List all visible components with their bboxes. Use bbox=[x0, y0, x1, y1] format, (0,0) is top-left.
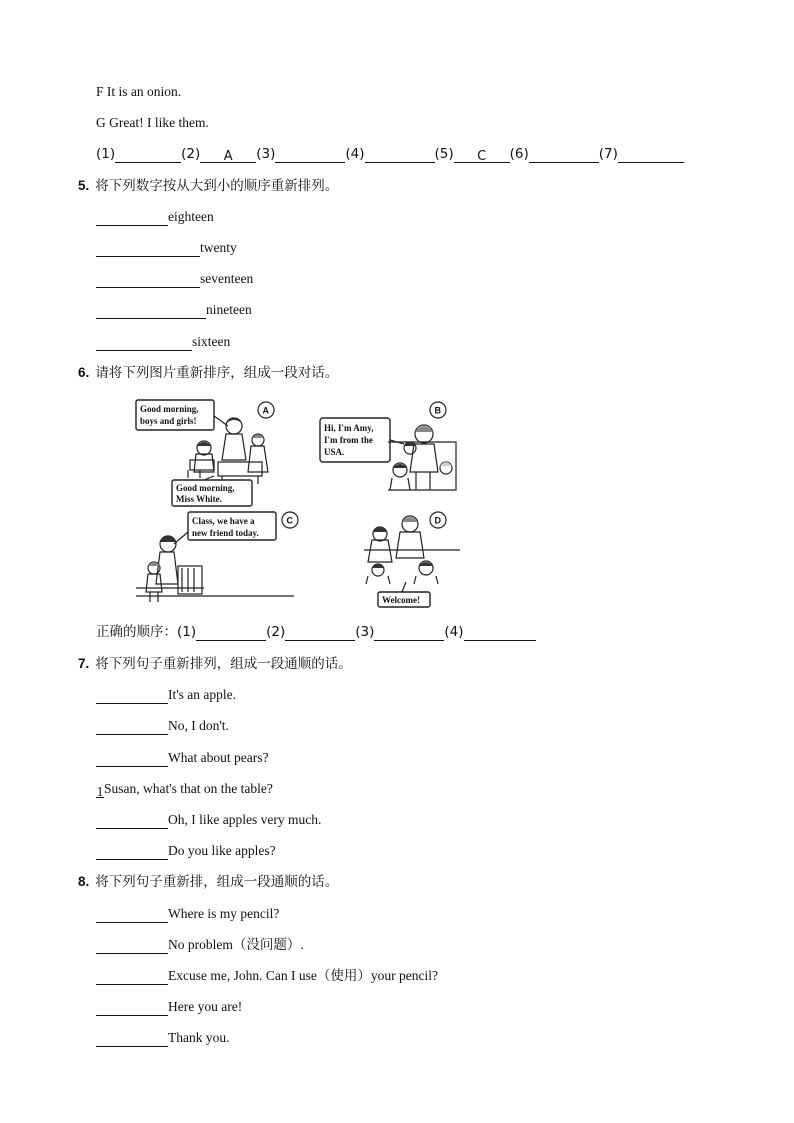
picture-b bbox=[318, 400, 458, 492]
q4-label-3: (3) bbox=[256, 146, 276, 162]
bubble-c-line2: new friend today. bbox=[192, 528, 259, 538]
q4-blank-3[interactable] bbox=[275, 148, 345, 163]
q8-blank[interactable] bbox=[96, 939, 168, 954]
q5-item bbox=[96, 208, 214, 226]
bubble-b-line2: I'm from the bbox=[324, 435, 373, 445]
q8-item bbox=[96, 967, 438, 985]
q8-blank[interactable] bbox=[96, 1032, 168, 1047]
q7-prefilled: 1 bbox=[96, 784, 104, 799]
q5-prompt: 将下列数字按从大到小的顺序重新排列。 bbox=[95, 178, 339, 194]
q7-item bbox=[96, 686, 236, 704]
q6-number: 6. bbox=[78, 365, 90, 380]
q5-blank[interactable] bbox=[96, 304, 206, 319]
letter-c: C bbox=[286, 515, 293, 526]
q4-blank-4[interactable] bbox=[365, 148, 435, 163]
q7-number: 7. bbox=[78, 656, 90, 671]
q4-label-6: (6) bbox=[509, 146, 529, 162]
q7-item-text: Susan, what's that on the table? bbox=[104, 781, 273, 796]
q7-heading bbox=[78, 655, 352, 673]
q5-item-text: twenty bbox=[200, 240, 237, 255]
q6-slot-3: (3) bbox=[355, 624, 375, 640]
q4-blank-1[interactable] bbox=[115, 148, 181, 163]
q5-heading bbox=[78, 177, 338, 195]
q7-item bbox=[96, 811, 321, 829]
bubble-a2-line1: Good morning, bbox=[176, 483, 235, 493]
q8-item bbox=[96, 936, 304, 954]
q4-label-5: (5) bbox=[434, 146, 454, 162]
q6-blank-2[interactable] bbox=[285, 626, 355, 641]
q8-item-text: No problem（没问题）. bbox=[168, 937, 304, 952]
q7-prompt: 将下列句子重新排列，组成一段通顺的话。 bbox=[95, 656, 352, 672]
q4-blank-2[interactable]: A bbox=[200, 148, 256, 163]
q7-blank[interactable] bbox=[96, 845, 168, 860]
bubble-a2-line2: Miss White. bbox=[176, 494, 222, 504]
q8-number: 8. bbox=[78, 874, 90, 889]
q4-label-2: (2) bbox=[181, 146, 201, 162]
q6-heading bbox=[78, 364, 338, 382]
q7-item-text: Oh, I like apples very much. bbox=[168, 812, 322, 827]
q8-blank[interactable] bbox=[96, 970, 168, 985]
q6-blank-4[interactable] bbox=[464, 626, 536, 641]
q6-blank-1[interactable] bbox=[196, 626, 266, 641]
option-g: G Great! I like them. bbox=[96, 115, 209, 130]
q8-item-text: Where is my pencil? bbox=[168, 906, 280, 921]
q7-blank[interactable] bbox=[96, 814, 168, 829]
q6-prompt: 请将下列图片重新排序，组成一段对话。 bbox=[95, 365, 339, 381]
q7-item-text: Do you like apples? bbox=[168, 843, 276, 858]
q7-item bbox=[96, 717, 229, 735]
q5-blank[interactable] bbox=[96, 273, 200, 288]
q5-item bbox=[96, 333, 230, 351]
q4-blank-5[interactable]: C bbox=[454, 148, 510, 163]
q8-item-text: Thank you. bbox=[168, 1030, 230, 1045]
q5-item bbox=[96, 239, 237, 257]
q5-item-text: nineteen bbox=[206, 302, 252, 317]
q7-item bbox=[96, 780, 273, 798]
q8-item-text: Excuse me, John. Can I use（使用）your pencil? bbox=[168, 968, 438, 983]
q5-number: 5. bbox=[78, 178, 90, 193]
bubble-c-line1: Class, we have a bbox=[192, 516, 255, 526]
q6-slot-2: (2) bbox=[266, 624, 286, 640]
q7-blank[interactable] bbox=[96, 752, 168, 767]
q7-item-text: What about pears? bbox=[168, 750, 269, 765]
q4-blank-7[interactable] bbox=[618, 148, 684, 163]
bubble-b-line3: USA. bbox=[324, 447, 345, 457]
q8-heading bbox=[78, 873, 338, 891]
q6-answer-label: 正确的顺序： bbox=[96, 624, 177, 640]
q8-item bbox=[96, 905, 279, 923]
q6-blank-3[interactable] bbox=[374, 626, 444, 641]
option-f: F It is an onion. bbox=[96, 84, 182, 99]
q5-item-text: sixteen bbox=[192, 334, 231, 349]
q4-label-4: (4) bbox=[345, 146, 365, 162]
q8-prompt: 将下列句子重新排，组成一段通顺的话。 bbox=[95, 874, 339, 890]
q5-item-text: eighteen bbox=[168, 209, 214, 224]
q8-blank[interactable] bbox=[96, 908, 168, 923]
q5-item bbox=[96, 301, 252, 319]
bubble-a1-line1: Good morning, bbox=[140, 404, 199, 414]
bubble-a1-line2: boys and girls! bbox=[140, 416, 197, 426]
picture-c bbox=[134, 510, 300, 608]
q8-item bbox=[96, 1029, 230, 1047]
q5-item bbox=[96, 270, 253, 288]
letter-b: B bbox=[434, 405, 441, 416]
q8-item-text: Here you are! bbox=[168, 999, 243, 1014]
q7-item bbox=[96, 749, 268, 767]
letter-a: A bbox=[262, 405, 269, 416]
q4-answer-row bbox=[96, 145, 684, 163]
q6-slot-1: (1) bbox=[177, 624, 197, 640]
q7-item-text: No, I don't. bbox=[168, 718, 229, 733]
q7-blank[interactable] bbox=[96, 689, 168, 704]
q7-item-text: It's an apple. bbox=[168, 687, 237, 702]
q4-label-7: (7) bbox=[598, 146, 618, 162]
q7-blank[interactable] bbox=[96, 720, 168, 735]
letter-d: D bbox=[434, 515, 441, 526]
q8-item bbox=[96, 998, 242, 1016]
q5-blank[interactable] bbox=[96, 211, 168, 226]
q7-item bbox=[96, 842, 276, 860]
q8-blank[interactable] bbox=[96, 1001, 168, 1016]
bubble-b-line1: Hi, I'm Amy, bbox=[324, 423, 374, 433]
bubble-d-line1: Welcome! bbox=[382, 595, 420, 605]
q5-blank[interactable] bbox=[96, 242, 200, 257]
q4-label-1: (1) bbox=[96, 146, 116, 162]
q4-blank-6[interactable] bbox=[529, 148, 599, 163]
q6-slot-4: (4) bbox=[444, 624, 464, 640]
picture-d bbox=[362, 510, 462, 608]
q5-blank[interactable] bbox=[96, 336, 192, 351]
q6-answer-row bbox=[96, 623, 536, 641]
q5-item-text: seventeen bbox=[200, 271, 254, 286]
picture-a bbox=[134, 396, 282, 508]
